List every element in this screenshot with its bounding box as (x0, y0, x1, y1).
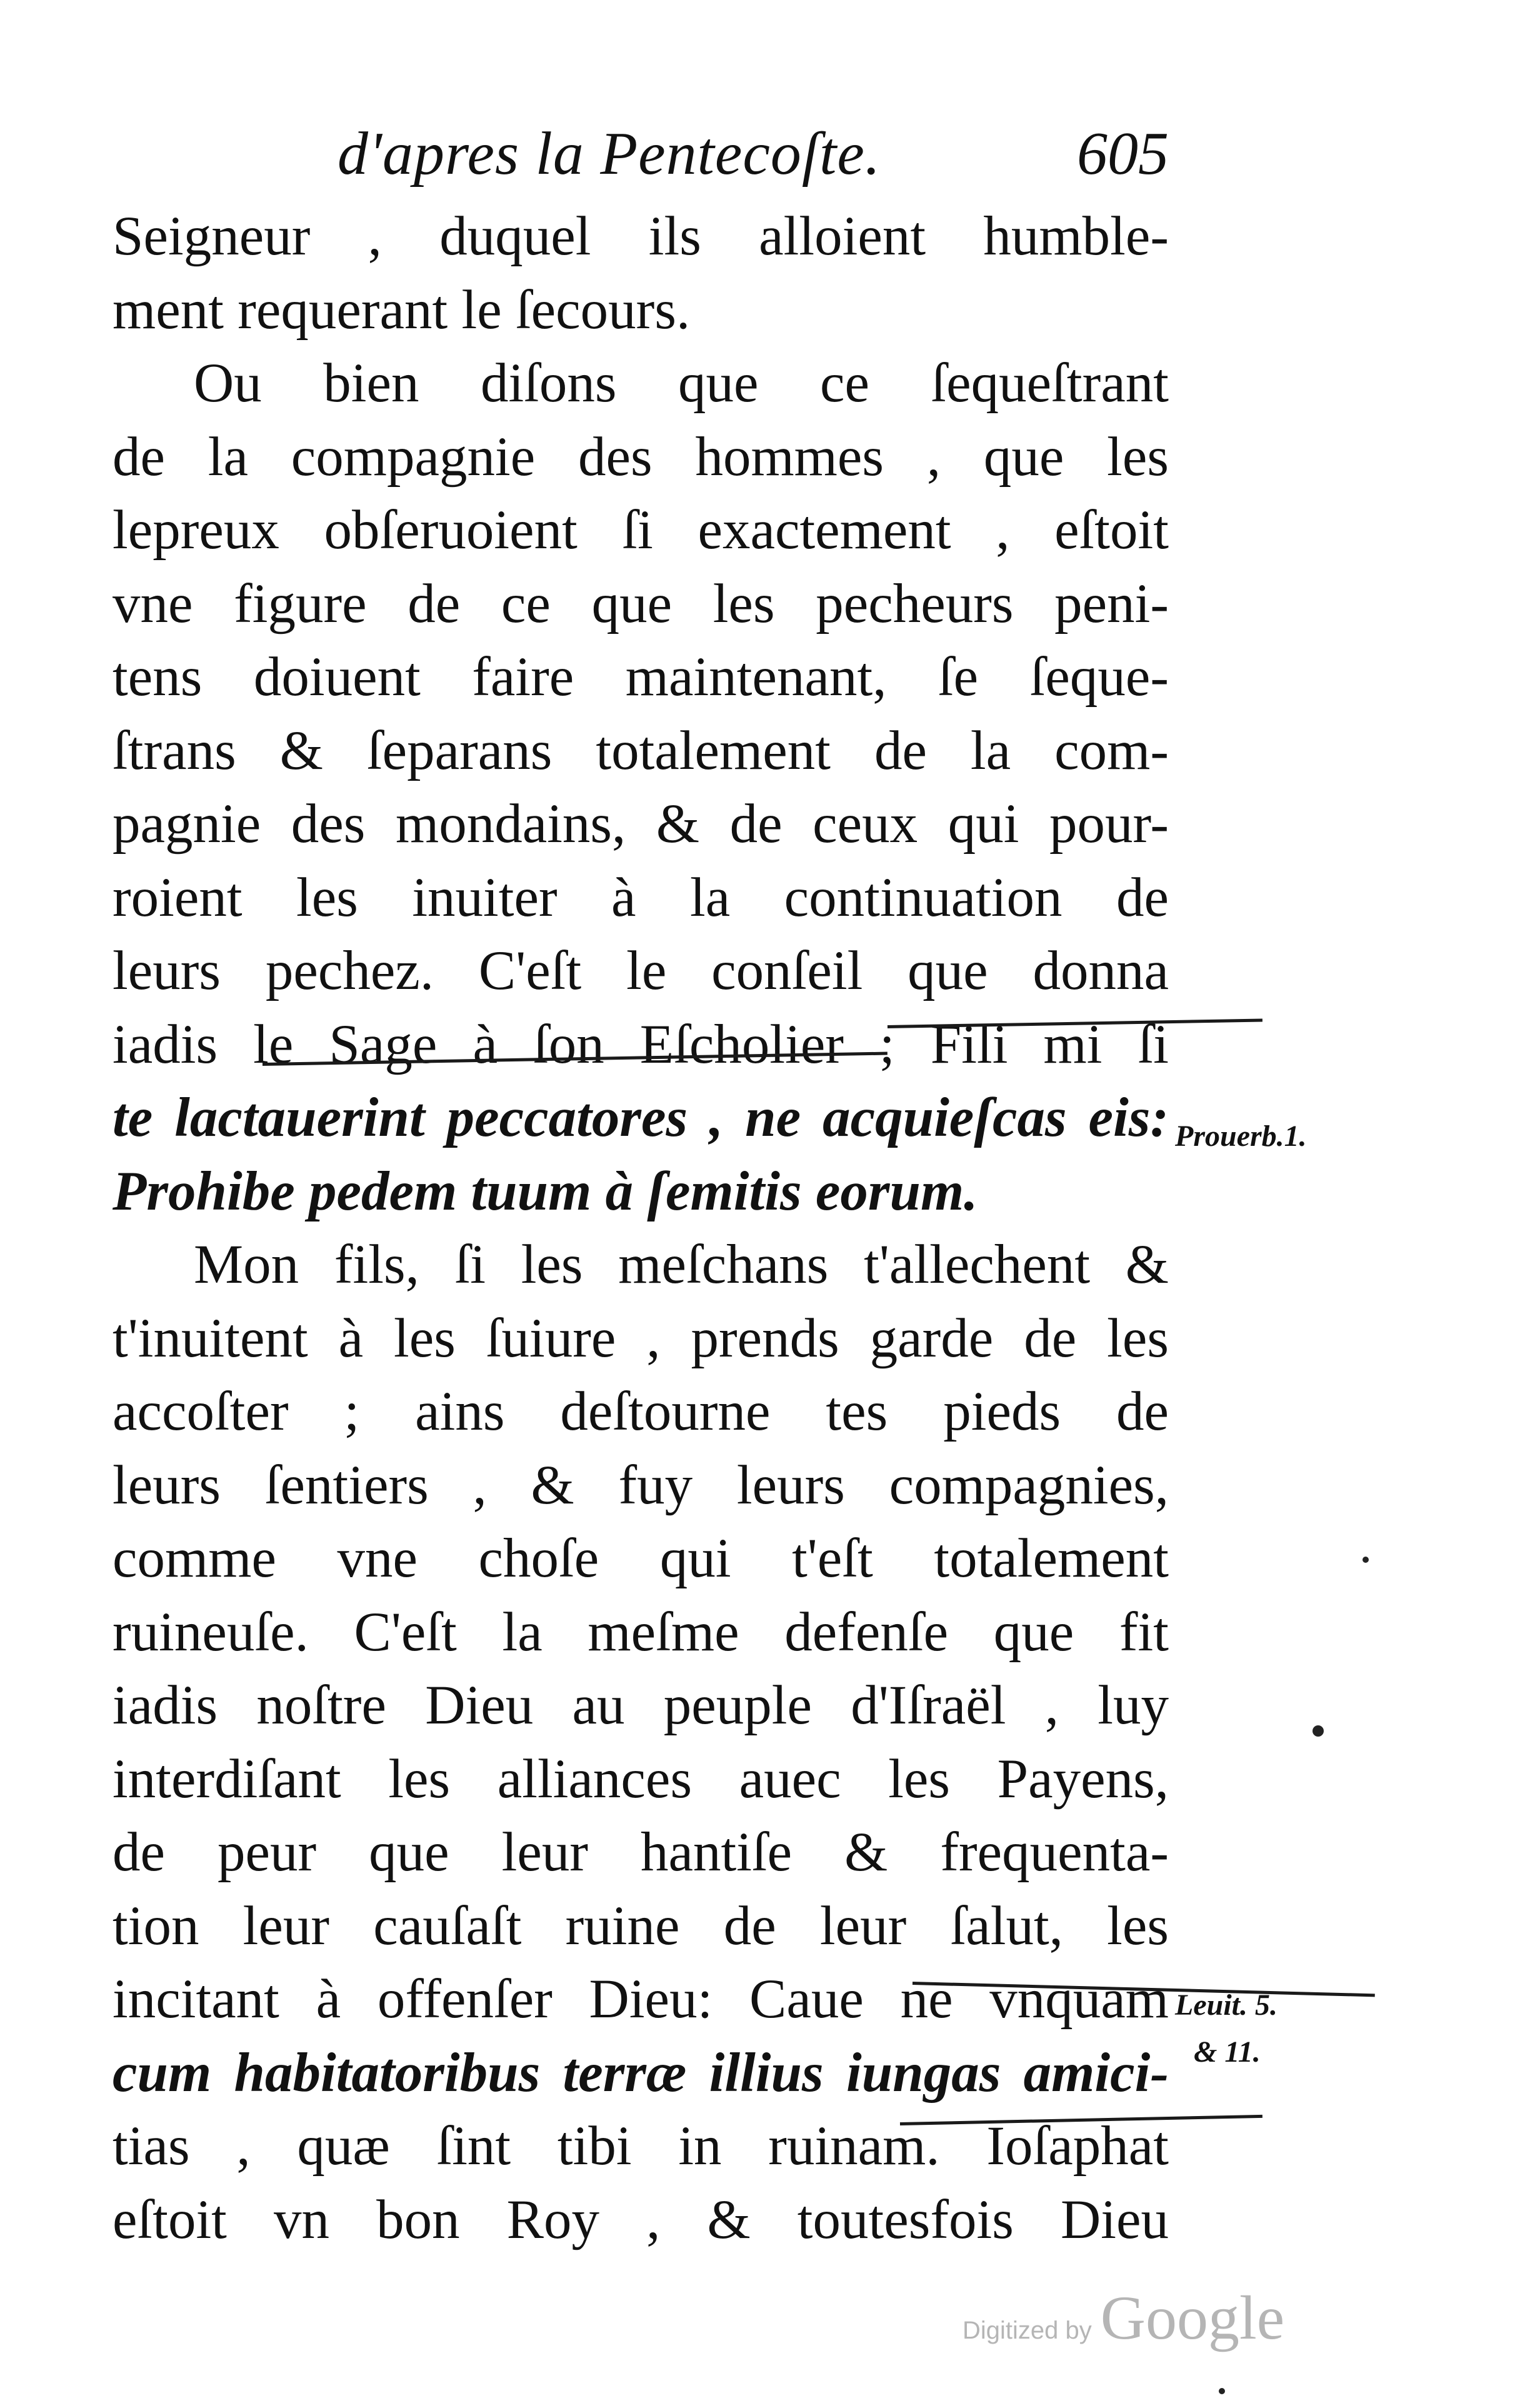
text-line: Ou bien diſons que ce ſequeſtrant (194, 353, 1169, 414)
text-line: de la compagnie des hommes , que les (112, 426, 1169, 488)
text-line: leurs pechez. C'eſt le conſeil que donna (112, 940, 1169, 1001)
text-line: tens doiuent faire maintenant, ſe ſeque- (112, 646, 1169, 708)
text-line-quotation-start: incitant à offenſer Dieu: Caue ne vnquam (112, 1969, 1169, 2030)
text-line: accoſter ; ains deſtourne tes pieds de (112, 1381, 1169, 1442)
text-line: t'inuitent à les ſuiure , prends garde de les (112, 1307, 1169, 1369)
text-line: ment requerant le ſecours. (112, 279, 691, 341)
google-logo: Google (1100, 2283, 1285, 2352)
text-line: Mon fils, ſi les meſchans t'allechent & (194, 1234, 1169, 1295)
margin-note-proverb: Prouerb.1. (1175, 1120, 1307, 1153)
text-line: roient les inuiter à la continuation de (112, 866, 1169, 928)
text-line: tion leur cauſaſt ruine de leur ſalut, les (112, 1895, 1169, 1957)
text-line: leurs ſentiers , & fuy leurs compagnies, (112, 1454, 1169, 1516)
latin-quotation-line: cum habitatoribus terræ illius iungas amici- (112, 2042, 1169, 2104)
digitization-watermark (962, 2282, 1284, 2354)
text-line-quotation-end: tias , quæ ſint tibi in ruinam. Ioſaphat (112, 2115, 1169, 2177)
ink-speck (1312, 1725, 1324, 1737)
text-line: de peur que leur hantiſe & frequenta- (112, 1822, 1169, 1883)
text-line: ſtrans & ſeparans totalement de la com- (112, 720, 1169, 781)
text-line: ruineuſe. C'eſt la meſme defenſe que fit (112, 1601, 1169, 1663)
text-line: comme vne choſe qui t'eſt totalement (112, 1528, 1169, 1589)
running-head: d'apres la Pentecoſte. (338, 120, 881, 188)
page-number: 605 (1077, 120, 1169, 188)
digitized-by-text: Digitized by (962, 2317, 1092, 2344)
text-line: interdiſant les alliances auec les Payens, (112, 1748, 1169, 1810)
margin-note-leviticus-chapter: & 11. (1194, 2035, 1261, 2069)
text-line: iadis noſtre Dieu au peuple d'Iſraël , luy (112, 1675, 1169, 1736)
text-line: eſtoit vn bon Roy , & toutesfois Dieu (112, 2189, 1169, 2250)
text-line-quotation-start: iadis le Sage à ſon Eſcholier ; Fili mi ſi (112, 1013, 1169, 1075)
margin-note-leviticus: Leuit. 5. (1175, 1989, 1278, 2022)
body-text (112, 200, 1169, 2257)
latin-quotation-line: Prohibe pedem tuum à ſemitis eorum. (112, 1160, 978, 1222)
text-line: pagnie des mondains, & de ceux qui pour- (112, 793, 1169, 855)
page-header (338, 119, 1169, 200)
ink-speck (1219, 2388, 1225, 2394)
text-line: lepreux obſeruoient ſi exactement , eſtoit (112, 499, 1169, 561)
ink-speck (1362, 1557, 1369, 1563)
latin-quotation-line: te lactauerint peccatores , ne acquieſcas eis: (112, 1087, 1169, 1148)
text-line: vne figure de ce que les pecheurs peni- (112, 573, 1169, 635)
text-line: Seigneur , duquel ils alloient humble- (112, 206, 1169, 267)
